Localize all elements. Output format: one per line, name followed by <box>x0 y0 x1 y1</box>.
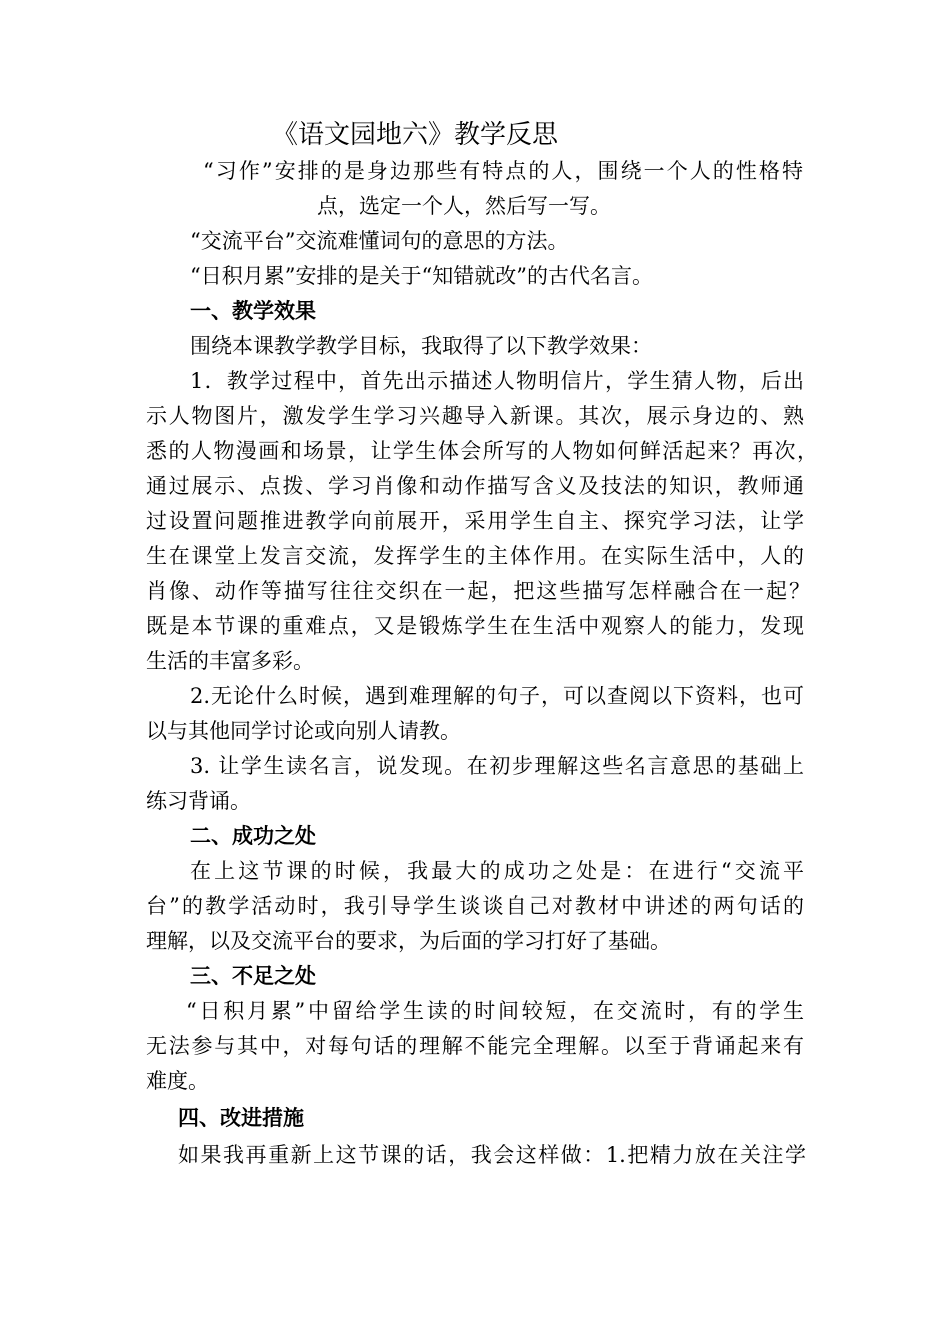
section-heading-2: 二、成功之处 <box>190 824 316 848</box>
intro-line-3: “交流平台”交流难懂词句的意思的方法。 <box>190 229 569 253</box>
section3-line: “日积月累”中留给学生读的时间较短，在交流时，有的学生 <box>186 999 804 1023</box>
section1-p1-line: 悉的人物漫画和场景，让学生体会所写的人物如何鲜活起来？再次， <box>146 439 818 463</box>
section1-p1-line: 示人物图片，激发学生学习兴趣导入新课。其次，展示身边的、熟 <box>146 404 804 428</box>
section1-p2-line: 2.无论什么时候，遇到难理解的句子，可以查阅以下资料，也可 <box>190 684 804 708</box>
section2-line: 理解，以及交流平台的要求，为后面的学习打好了基础。 <box>146 929 671 953</box>
document-title: 《语文园地六》教学反思 <box>272 120 559 150</box>
section1-p1-line: 1．教学过程中，首先出示描述人物明信片，学生猜人物，后出 <box>190 369 804 393</box>
section1-lead: 围绕本课教学教学目标，我取得了以下教学效果： <box>190 334 652 358</box>
section-heading-1: 一、教学效果 <box>190 299 316 323</box>
section1-p3-line: 3. 让学生读名言，说发现。在初步理解这些名言意思的基础上 <box>190 754 804 778</box>
intro-line-1: “习作”安排的是身边那些有特点的人，围绕一个人的性格特 <box>203 159 803 183</box>
section1-p1-line: 过设置问题推进教学向前展开，采用学生自主、探究学习法，让学 <box>146 509 804 533</box>
section2-line: 在上这节课的时候，我最大的成功之处是：在进行“交流平 <box>190 859 804 883</box>
section1-p1-line: 生在课堂上发言交流，发挥学生的主体作用。在实际生活中，人的 <box>146 544 804 568</box>
section4-line: 如果我再重新上这节课的话，我会这样做：1.把精力放在关注学 <box>178 1143 806 1167</box>
section2-line: 台”的教学活动时，我引导学生谈谈自己对教材中讲述的两句话的 <box>146 894 804 918</box>
section1-p3-line: 练习背诵。 <box>146 789 251 813</box>
section1-p1-line: 既是本节课的重难点，又是锻炼学生在生活中观察人的能力，发现 <box>146 614 804 638</box>
section1-p2-line: 以与其他同学讨论或向别人请教。 <box>146 719 461 743</box>
section-heading-4: 四、改进措施 <box>178 1106 304 1130</box>
intro-line-2: 点，选定一个人，然后写一写。 <box>317 194 611 218</box>
section3-line: 无法参与其中，对每句话的理解不能完全理解。以至于背诵起来有 <box>146 1034 804 1058</box>
intro-line-4: “日积月累”安排的是关于“知错就改”的古代名言。 <box>190 264 653 288</box>
section1-p1-line: 通过展示、点拨、学习肖像和动作描写含义及技法的知识，教师通 <box>146 474 804 498</box>
section1-p1-line: 肖像、动作等描写往往交织在一起，把这些描写怎样融合在一起？ <box>146 579 810 603</box>
section3-line: 难度。 <box>146 1069 209 1093</box>
section1-p1-line: 生活的丰富多彩。 <box>146 649 314 673</box>
section-heading-3: 三、不足之处 <box>190 964 316 988</box>
